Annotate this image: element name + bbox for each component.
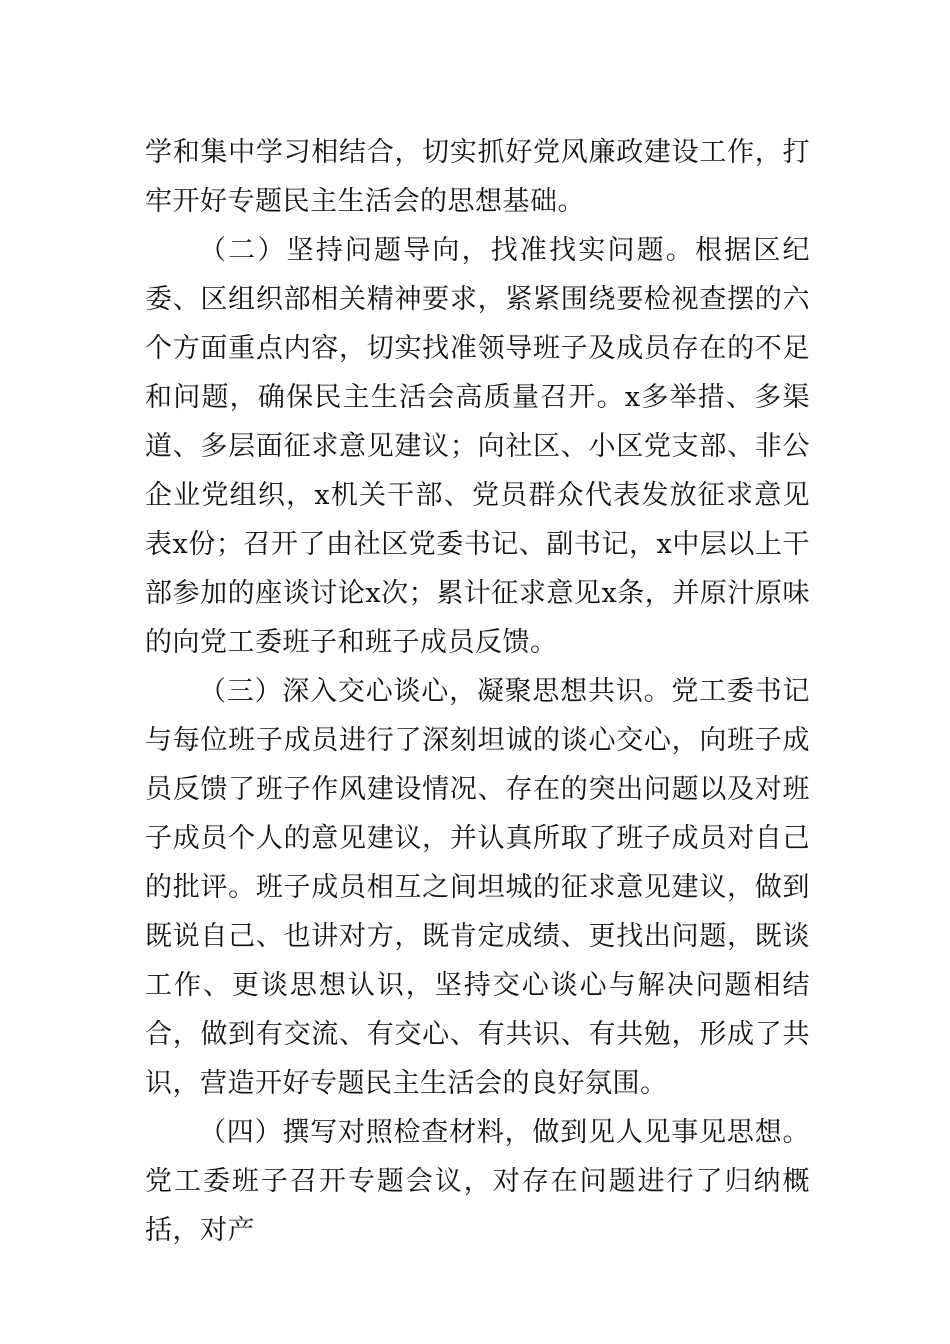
paragraph-section-4: （四）撰写对照检查材料，做到见人见事见思想。党工委班子召开专题会议，对存在问题进行了归纳概括，对产 (145, 1117, 810, 1246)
paragraph-section-3: （三）深入交心谈心，凝聚思想共识。党工委书记与每位班子成员进行了深刻坦诚的谈心交心，向班子成员反馈了班子作风建设情况、存在的突出问题以及对班子成员个人的意见建议，并认真所取了班子成员对自己的批评。班子成员相互之间坦城的征求意见建议，做到既说自己、也讲对方，既肯定成绩、更找出问题，既谈工作、更谈思想认识，坚持交心谈心与解决问题相结合，做到有交流、有交心、有共识、有共勉，形成了共识，营造开好专题民主生活会的良好氛围。 (145, 676, 810, 1099)
paragraph-section-2: （二）坚持问题导向，找准找实问题。根据区纪委、区组织部相关精神要求，紧紧围绕要检视查摆的六个方面重点内容，切实找准领导班子及成员存在的不足和问题，确保民主生活会高质量召开。x多举措、多渠道、多层面征求意见建议；向社区、小区党支部、非公企业党组织，x机关干部、党员群众代表发放征求意见表x份；召开了由社区党委书记、副书记，x中层以上干部参加的座谈讨论x次；累计征求意见x条，并原汁原味的向党工委班子和班子成员反馈。 (145, 235, 810, 658)
paragraph-continuation: 学和集中学习相结合，切实抓好党风廉政建设工作，打牢开好专题民主生活会的思想基础。 (145, 137, 810, 217)
document-body (145, 128, 810, 1255)
